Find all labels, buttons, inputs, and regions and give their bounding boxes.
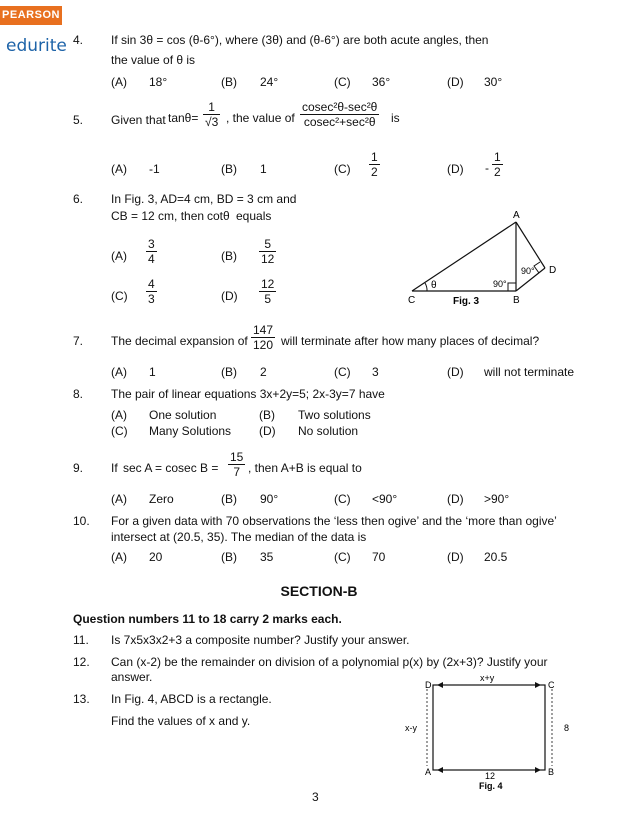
q10-number: 10. <box>73 514 90 528</box>
q7-option-d: will not terminate <box>484 365 575 379</box>
q13-number: 13. <box>73 692 90 706</box>
fig4-arrow-bottom-left <box>437 767 443 773</box>
q9-option-c-label: (C) <box>334 492 351 506</box>
q6-option-c-label: (C) <box>111 289 128 303</box>
q4-option-b: 24° <box>260 75 279 89</box>
fig4-arrow-top-right <box>535 682 541 688</box>
fig3-label-c: C <box>408 295 416 306</box>
q7-numerator: 147 <box>253 323 274 337</box>
q11-text: Is 7x5x3x2+3 a composite number? Justify your answer. <box>111 633 410 647</box>
q9-option-a-label: (A) <box>111 492 127 506</box>
q5-tan-numerator: 1 <box>203 100 220 115</box>
q6-option-b-label: (B) <box>221 249 237 263</box>
q6-option-b-denominator: 12 <box>261 252 275 266</box>
q13-text-line2: Find the values of x and y. <box>111 714 251 728</box>
q5-is: is <box>391 111 400 125</box>
q9-option-b: 90° <box>260 492 279 506</box>
q8-option-d-label: (D) <box>259 424 276 438</box>
fig4-right-length: 8 <box>564 723 570 733</box>
q5-number: 5. <box>73 113 84 127</box>
q8-option-b-label: (B) <box>259 408 275 422</box>
q12-text-line2: answer. <box>111 670 153 684</box>
q4-option-c: 36° <box>372 75 391 89</box>
q5-option-b-label: (B) <box>221 162 237 176</box>
q4-option-d-label: (D) <box>447 75 464 89</box>
q9-post: , then A+B is equal to <box>248 461 362 475</box>
q5-option-b: 1 <box>260 162 267 176</box>
q10-text-line2: intersect at (20.5, 35). The median of the data is <box>111 530 367 544</box>
pearson-badge: PEARSON <box>0 6 62 25</box>
q12-text-line1: Can (x-2) be the remainder on division of a polynomial p(x) by (2x+3)? Justify your <box>111 655 548 669</box>
q7-fraction <box>251 323 275 352</box>
fig4-rectangle <box>433 685 545 770</box>
q4-option-a: 18° <box>149 75 168 89</box>
fig3-label-a: A <box>513 210 520 221</box>
q6-text-line2: CB = 12 cm, then <box>111 209 205 223</box>
q9-denominator: 7 <box>233 465 241 479</box>
q5-tan: tanθ= <box>168 111 199 125</box>
edurite-logo: edurite <box>6 36 67 56</box>
fig4-label-a: A <box>425 767 432 777</box>
q9-expression: sec A = cosec B = <box>123 461 219 475</box>
fig3-angle-b: 90° <box>493 279 507 289</box>
page-number: 3 <box>312 790 319 804</box>
fig3-right-angle-b <box>508 283 516 291</box>
q7-option-a-label: (A) <box>111 365 127 379</box>
q5-option-c-denominator: 2 <box>371 165 378 179</box>
q9-option-d-label: (D) <box>447 492 464 506</box>
q10-option-d: 20.5 <box>484 550 508 564</box>
q8-number: 8. <box>73 387 84 401</box>
q6-equals: equals <box>236 209 272 223</box>
q5-option-d-sign: - <box>485 161 489 175</box>
q4-option-c-label: (C) <box>334 75 351 89</box>
q5-ratio-denominator: cosec²+sec²θ <box>303 115 376 129</box>
q4-number: 4. <box>73 33 84 47</box>
q8-option-a: One solution <box>149 408 217 422</box>
q8-option-c-label: (C) <box>111 424 128 438</box>
q10-text-line1: For a given data with 70 observations the ‘less then ogive’ and the ‘more than ogive’ <box>111 514 557 528</box>
q5-option-a: -1 <box>149 162 160 176</box>
q6-option-b-numerator: 5 <box>259 237 276 252</box>
q7-number: 7. <box>73 334 84 348</box>
fig4-top-length: x+y <box>480 673 495 683</box>
fig4-label-d: D <box>425 680 432 690</box>
q11-number: 11. <box>73 633 89 647</box>
q12-number: 12. <box>73 655 90 669</box>
q5-option-d-label: (D) <box>447 162 464 176</box>
fig3-right-angle-d <box>534 262 540 273</box>
q6-option-c-denominator: 3 <box>148 292 155 306</box>
q10-option-c-label: (C) <box>334 550 351 564</box>
q6-option-c-numerator: 4 <box>148 277 155 291</box>
section-b-title: SECTION-B <box>280 583 358 599</box>
fig4-bottom-length: 12 <box>485 771 496 781</box>
q5-option-a-label: (A) <box>111 162 127 176</box>
q5-option-c-label: (C) <box>334 162 351 176</box>
q6-option-a-denominator: 4 <box>148 252 155 266</box>
q8-text: The pair of linear equations 3x+2y=5; 2x-3y=7 have <box>111 387 385 401</box>
q5-given: Given that <box>111 113 166 127</box>
q10-option-b: 35 <box>260 550 274 564</box>
q9-option-d: >90° <box>484 492 510 506</box>
q6-option-a-numerator: 3 <box>148 237 155 251</box>
q5-option-d-denominator: 2 <box>494 165 501 179</box>
q10-option-d-label: (D) <box>447 550 464 564</box>
q10-option-b-label: (B) <box>221 550 237 564</box>
q6-number: 6. <box>73 192 84 206</box>
q8-option-d: No solution <box>298 424 359 438</box>
q5-option-d-numerator: 1 <box>494 150 501 164</box>
q10-option-a: 20 <box>149 550 163 564</box>
q6-option-d-label: (D) <box>221 289 238 303</box>
q10-option-c: 70 <box>372 550 386 564</box>
q7-option-d-label: (D) <box>447 365 464 379</box>
fig3-label-d: D <box>549 265 557 276</box>
q9-number: 9. <box>73 461 84 475</box>
q8-option-b: Two solutions <box>298 408 371 422</box>
q8-option-c: Many Solutions <box>149 424 232 438</box>
q5-tan-denominator: √3 <box>205 115 219 129</box>
fig4-caption: Fig. 4 <box>479 781 503 791</box>
q7-option-a: 1 <box>149 365 156 379</box>
fig3-theta: θ <box>431 280 437 291</box>
fig4-arrow-top-left <box>437 682 443 688</box>
section-b-instruction: Question numbers 11 to 18 carry 2 marks each. <box>73 612 342 626</box>
q5-option-c-numerator: 1 <box>371 150 378 164</box>
q4-text-line1: If sin 3θ = cos (θ-6°), where (3θ) and (θ-6°) are both acute angles, then <box>111 33 489 47</box>
q9-option-b-label: (B) <box>221 492 237 506</box>
q9-fraction <box>228 450 245 479</box>
q7-option-c-label: (C) <box>334 365 351 379</box>
q13-text-line1: In Fig. 4, ABCD is a rectangle. <box>111 692 272 706</box>
q4-option-b-label: (B) <box>221 75 237 89</box>
fig4-left-length: x-y <box>405 723 417 733</box>
q6-option-d-numerator: 12 <box>261 277 275 291</box>
fig3-angle-d: 90° <box>521 266 535 276</box>
q9-pre: If <box>111 461 118 475</box>
fig3-theta-arc <box>425 283 427 291</box>
q7-option-b-label: (B) <box>221 365 237 379</box>
q7-denominator: 120 <box>253 338 274 352</box>
fig4-label-b: B <box>548 767 555 777</box>
q5-mid-text: , the value of <box>226 111 295 125</box>
q7-post: will terminate after how many places of decimal? <box>281 334 540 348</box>
q8-option-a-label: (A) <box>111 408 127 422</box>
fig4-arrow-bottom-right <box>535 767 541 773</box>
q6-cot: cotθ <box>207 209 230 223</box>
q6-option-d-denominator: 5 <box>264 292 272 306</box>
q9-numerator: 15 <box>230 450 244 464</box>
fig4-label-c: C <box>548 680 555 690</box>
q7-option-c: 3 <box>372 365 379 379</box>
q9-option-a: Zero <box>149 492 174 506</box>
q4-option-d: 30° <box>484 75 503 89</box>
q4-text-line2: the value of θ is <box>111 53 196 67</box>
q5-ratio-numerator: cosec²θ-sec²θ <box>302 100 378 114</box>
q7-option-b: 2 <box>260 365 267 379</box>
fig3-caption: Fig. 3 <box>453 296 480 307</box>
q6-option-a-label: (A) <box>111 249 127 263</box>
q9-option-c: <90° <box>372 492 398 506</box>
q6-text-line1: In Fig. 3, AD=4 cm, BD = 3 cm and <box>111 192 297 206</box>
q7-pre: The decimal expansion of <box>111 334 248 348</box>
fig3-label-b: B <box>513 295 520 306</box>
q10-option-a-label: (A) <box>111 550 127 564</box>
q4-option-a-label: (A) <box>111 75 127 89</box>
fig3-side-ad <box>516 222 545 268</box>
